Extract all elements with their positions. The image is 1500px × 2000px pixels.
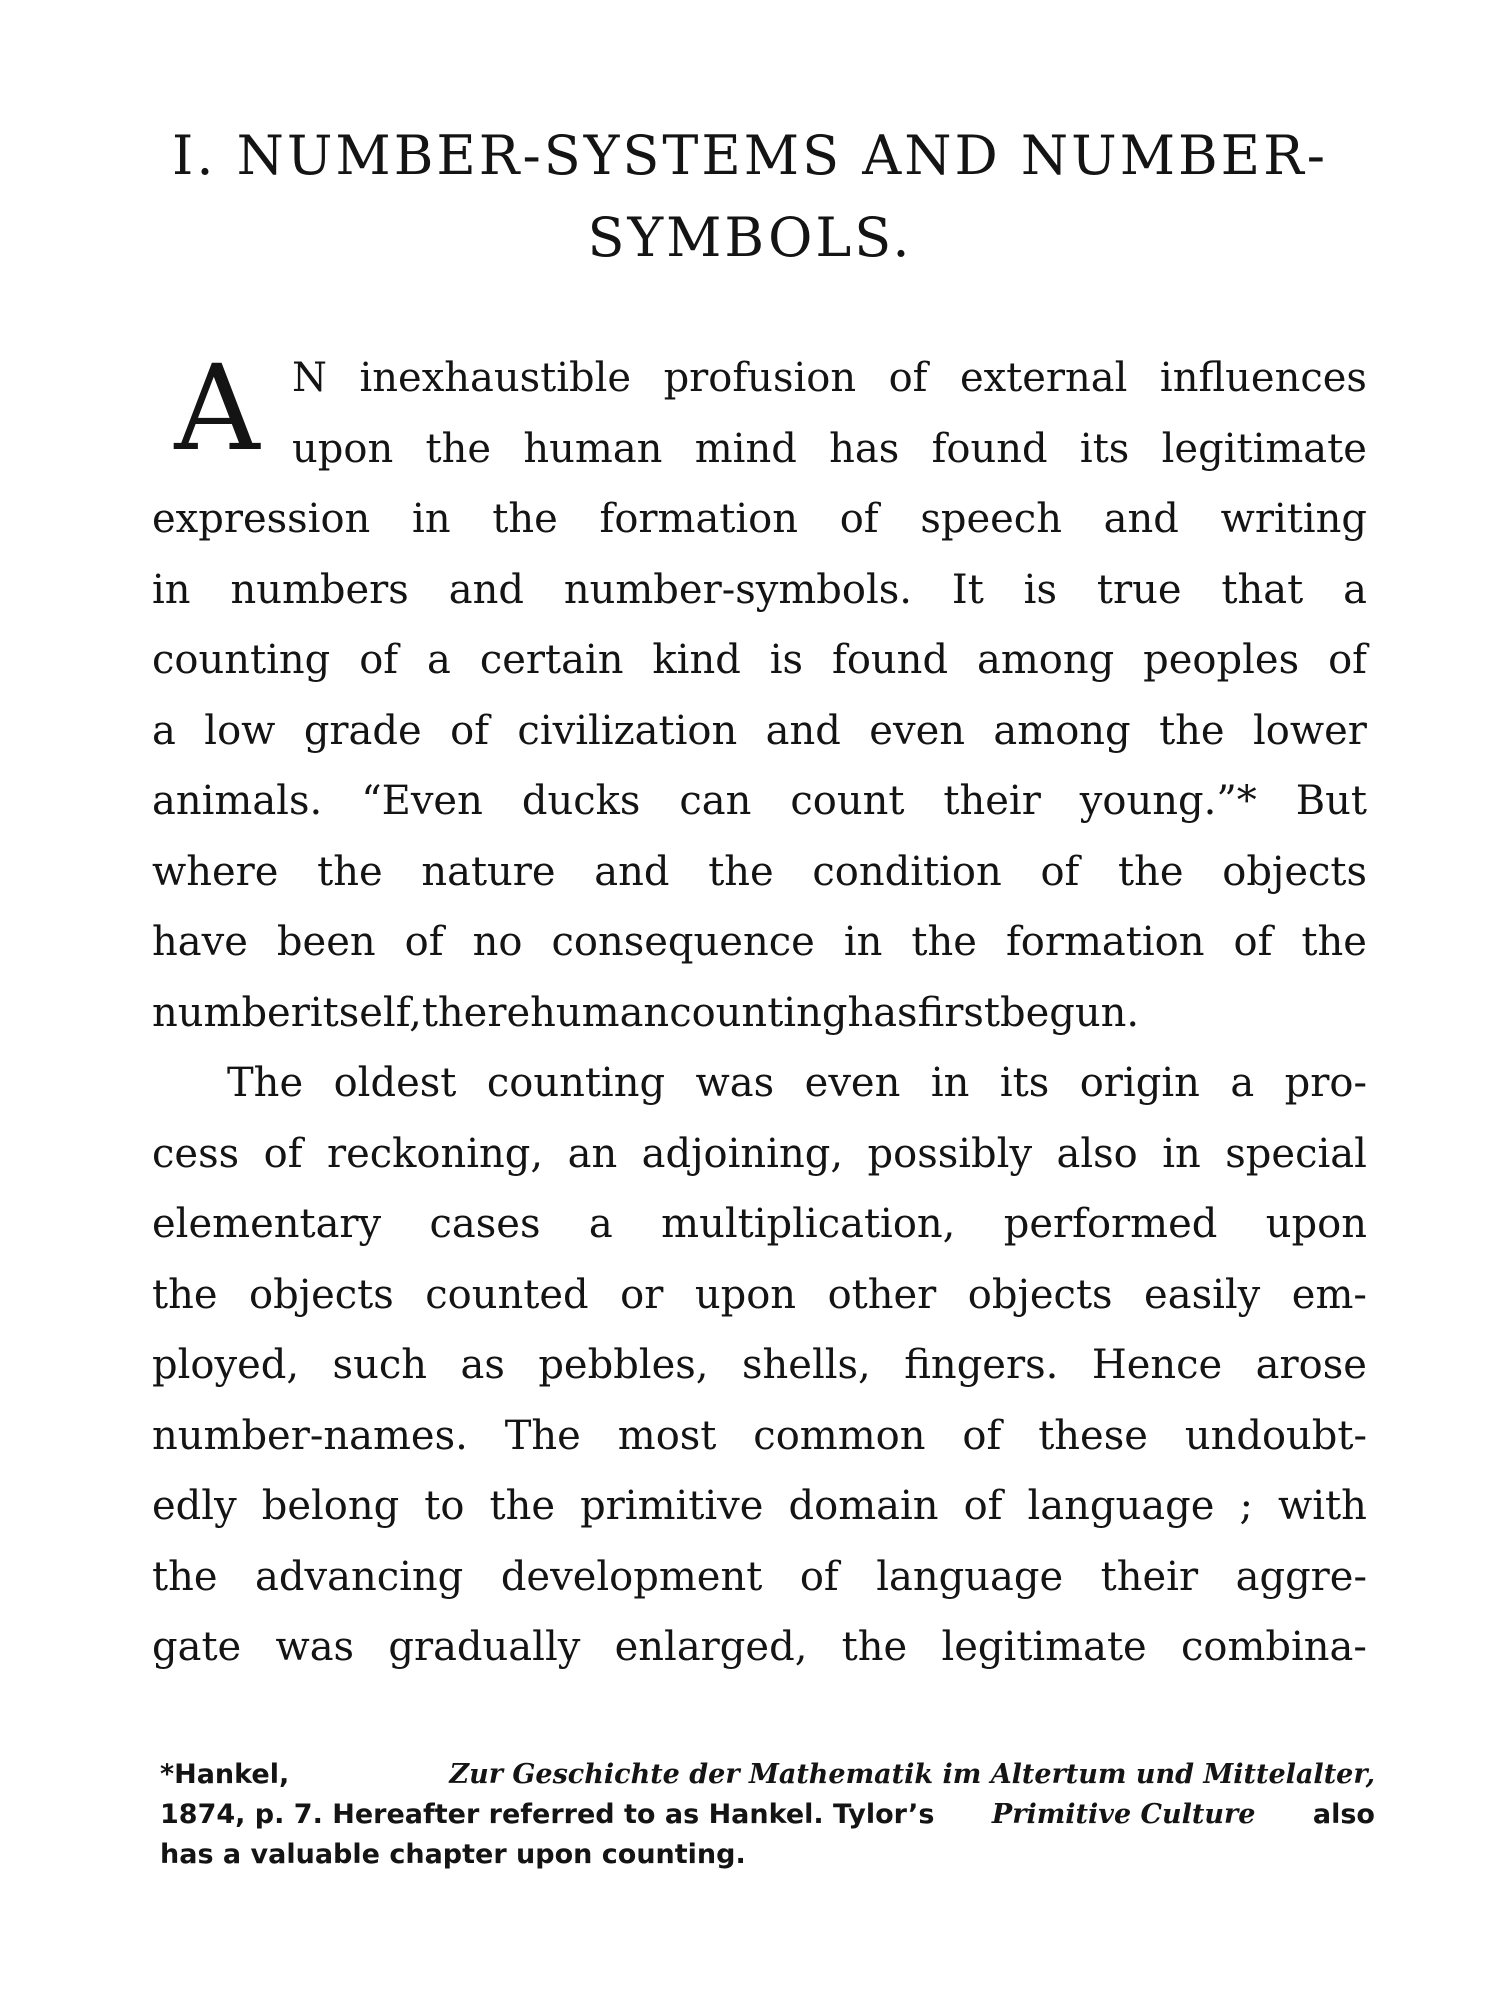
- word: arose: [1255, 1342, 1367, 1388]
- word: that: [1221, 566, 1304, 613]
- word: a: [152, 707, 176, 754]
- word: consequence: [551, 919, 815, 965]
- word: low: [204, 707, 276, 754]
- footnote: [160, 1755, 1375, 1875]
- word: ducks: [521, 778, 641, 824]
- footnote-second-title: Primitive Culture: [991, 1799, 1256, 1830]
- word: begun.: [999, 989, 1140, 1036]
- word: upon: [694, 1271, 797, 1318]
- word: It: [951, 566, 984, 613]
- word: upon: [292, 425, 394, 472]
- word: number-symbols.: [563, 566, 912, 613]
- word: is: [769, 637, 804, 683]
- body-text: [152, 339, 1367, 1683]
- word: development: [500, 1553, 763, 1600]
- word: counting: [669, 989, 848, 1036]
- word: the: [708, 848, 774, 895]
- word: and: [1103, 496, 1179, 542]
- word: civilization: [517, 707, 738, 754]
- word: advancing: [255, 1553, 464, 1600]
- word: in: [1162, 1130, 1201, 1177]
- word: the: [1118, 848, 1184, 895]
- word: among: [976, 637, 1115, 683]
- word: inexhaustible: [359, 355, 632, 401]
- word: the: [841, 1624, 908, 1670]
- word: of: [1233, 919, 1273, 965]
- word: number-names.: [152, 1412, 468, 1459]
- word: The: [227, 1060, 304, 1106]
- word: of: [962, 1412, 1002, 1459]
- word: of: [888, 355, 928, 401]
- word: their: [1100, 1553, 1199, 1600]
- text-line: [152, 907, 1367, 978]
- text-line: [152, 1048, 1367, 1119]
- word: number: [152, 989, 310, 1036]
- footnote-author: *Hankel,: [160, 1759, 290, 1790]
- word: the: [489, 1483, 556, 1529]
- text-line: [152, 484, 1367, 555]
- word: nature: [421, 848, 556, 895]
- word: in: [930, 1060, 970, 1106]
- word: ;: [1239, 1483, 1253, 1529]
- word: the: [317, 848, 383, 895]
- word: formation: [1005, 919, 1205, 965]
- word: a: [427, 637, 451, 683]
- word: special: [1225, 1130, 1367, 1177]
- word: gradually: [388, 1624, 581, 1670]
- word: of: [263, 1130, 303, 1177]
- word: the: [425, 425, 492, 472]
- word: human: [523, 425, 663, 472]
- word: upon: [1265, 1201, 1367, 1247]
- word: em-: [1291, 1271, 1367, 1318]
- word: peoples: [1143, 637, 1300, 683]
- text-line: [152, 978, 1367, 1049]
- word: speech: [920, 496, 1062, 542]
- word: of: [963, 1483, 1003, 1529]
- word: even: [869, 707, 965, 754]
- word: count: [790, 778, 905, 824]
- word: with: [1278, 1483, 1367, 1529]
- word: grade: [303, 707, 422, 754]
- word: these: [1038, 1412, 1148, 1459]
- word: young.”*: [1079, 778, 1257, 824]
- word: of: [839, 496, 879, 542]
- word: language: [876, 1553, 1064, 1600]
- word: the: [911, 919, 977, 965]
- word: of: [799, 1553, 839, 1600]
- text-line: [152, 1542, 1367, 1613]
- text-line: [152, 1471, 1367, 1542]
- word: adjoining,: [641, 1130, 844, 1177]
- footnote-citation: 1874, p. 7. Hereafter referred to as Hankel. Tylor’s: [160, 1799, 935, 1830]
- word: and: [594, 848, 670, 895]
- word: of: [1328, 637, 1367, 683]
- word: and: [765, 707, 841, 754]
- text-line: [152, 696, 1367, 767]
- word: objects: [249, 1271, 394, 1318]
- word: certain: [479, 637, 624, 683]
- word: of: [359, 637, 399, 683]
- word: a: [588, 1201, 613, 1247]
- footnote-also: also: [1312, 1799, 1375, 1830]
- text-line: [152, 1401, 1367, 1472]
- word: N: [292, 355, 327, 401]
- text-line: [152, 766, 1367, 837]
- text-line: [152, 1189, 1367, 1260]
- word: was: [695, 1060, 775, 1106]
- word: objects: [967, 1271, 1113, 1318]
- word: Hence: [1091, 1342, 1223, 1388]
- word: its: [999, 1060, 1050, 1106]
- word: aggre-: [1235, 1553, 1367, 1600]
- text-line: [152, 1260, 1367, 1331]
- word: fingers.: [904, 1342, 1059, 1388]
- word: their: [943, 778, 1041, 824]
- word: legitimate: [941, 1624, 1147, 1670]
- word: undoubt-: [1184, 1412, 1367, 1459]
- word: cess: [152, 1130, 240, 1177]
- word: multiplication,: [661, 1201, 956, 1247]
- word: human: [530, 989, 670, 1036]
- word: also: [1056, 1130, 1138, 1177]
- word: in: [412, 496, 451, 542]
- word: easily: [1144, 1271, 1261, 1318]
- text-line: [152, 1612, 1367, 1683]
- word: an: [567, 1130, 618, 1177]
- word: enlarged,: [614, 1624, 808, 1670]
- word: primitive: [580, 1483, 764, 1529]
- word: was: [275, 1624, 355, 1670]
- footnote-line-3: has a valuable chapter upon counting.: [160, 1839, 746, 1870]
- word: the: [152, 1271, 218, 1318]
- text-line: [292, 343, 1367, 414]
- word: found: [832, 637, 949, 683]
- word: gate: [152, 1624, 242, 1670]
- word: condition: [812, 848, 1002, 895]
- word: domain: [788, 1483, 939, 1529]
- word: elementary: [152, 1201, 382, 1247]
- word: been: [276, 919, 376, 965]
- word: as: [460, 1342, 505, 1388]
- word: pebbles,: [538, 1342, 709, 1388]
- word: or: [620, 1271, 664, 1318]
- text-line: [292, 414, 1367, 485]
- word: even: [804, 1060, 901, 1106]
- word: there: [421, 989, 531, 1036]
- word: and: [448, 566, 524, 613]
- word: expression: [152, 496, 371, 542]
- word: profusion: [663, 355, 857, 401]
- footnote-line-1: [160, 1755, 1375, 1795]
- word: is: [1023, 566, 1057, 613]
- word: edly: [152, 1483, 237, 1529]
- word: found: [931, 425, 1048, 472]
- word: in: [152, 566, 191, 613]
- word: other: [827, 1271, 937, 1318]
- word: origin: [1079, 1060, 1200, 1106]
- footnote-line-2: [160, 1795, 1375, 1835]
- word: cases: [429, 1201, 541, 1247]
- word: external: [959, 355, 1128, 401]
- word: its: [1079, 425, 1130, 472]
- word: can: [679, 778, 752, 824]
- word: mind: [694, 425, 797, 472]
- word: influences: [1159, 355, 1367, 401]
- word: animals.: [152, 778, 323, 824]
- chapter-title: [150, 115, 1350, 279]
- word: But: [1295, 778, 1367, 824]
- word: possibly: [867, 1130, 1033, 1177]
- text-line: [152, 1330, 1367, 1401]
- word: lower: [1253, 707, 1367, 754]
- drop-cap: A: [174, 339, 260, 477]
- word: has: [847, 989, 918, 1036]
- word: language: [1027, 1483, 1215, 1529]
- word: the: [152, 1553, 218, 1600]
- word: shells,: [741, 1342, 871, 1388]
- footnote-book-title: Zur Geschichte der Mathematik im Altertum und Mittelalter,: [449, 1759, 1375, 1790]
- word: most: [617, 1412, 717, 1459]
- word: combina-: [1180, 1624, 1367, 1670]
- word: pro-: [1284, 1060, 1367, 1106]
- text-line: [152, 837, 1367, 908]
- word: the: [492, 496, 558, 542]
- word: The: [504, 1412, 581, 1459]
- word: such: [332, 1342, 427, 1388]
- word: counting: [152, 637, 331, 683]
- word: writing: [1220, 496, 1367, 542]
- word: counted: [425, 1271, 589, 1318]
- word: where: [152, 848, 279, 895]
- word: the: [1159, 707, 1225, 754]
- word: counting: [486, 1060, 666, 1106]
- word: kind: [652, 637, 741, 683]
- word: in: [843, 919, 883, 965]
- chapter-title-line-1: I. NUMBER-SYSTEMS AND NUMBER-: [171, 124, 1328, 187]
- word: reckoning,: [326, 1130, 544, 1177]
- word: to: [424, 1483, 465, 1529]
- word: formation: [599, 496, 799, 542]
- word: belong: [261, 1483, 400, 1529]
- word: of: [404, 919, 444, 965]
- word: common: [753, 1412, 926, 1459]
- text-line: [152, 1119, 1367, 1190]
- word: numbers: [230, 566, 409, 613]
- word: ployed,: [152, 1342, 300, 1388]
- word: have: [152, 919, 248, 965]
- word: objects: [1222, 848, 1367, 895]
- word: a: [1343, 566, 1367, 613]
- word: oldest: [333, 1060, 457, 1106]
- word: the: [1301, 919, 1367, 965]
- word: of: [450, 707, 489, 754]
- word: has: [829, 425, 900, 472]
- word: a: [1230, 1060, 1255, 1106]
- text-line: [152, 555, 1367, 626]
- word: legitimate: [1161, 425, 1367, 472]
- word: first: [917, 989, 1000, 1036]
- word: itself,: [309, 989, 422, 1036]
- word: of: [1040, 848, 1080, 895]
- word: among: [993, 707, 1131, 754]
- word: no: [472, 919, 523, 965]
- text-line: [152, 625, 1367, 696]
- chapter-title-line-2: SYMBOLS.: [587, 206, 913, 269]
- word: true: [1096, 566, 1182, 613]
- word: performed: [1003, 1201, 1218, 1247]
- word: “Even: [361, 778, 483, 824]
